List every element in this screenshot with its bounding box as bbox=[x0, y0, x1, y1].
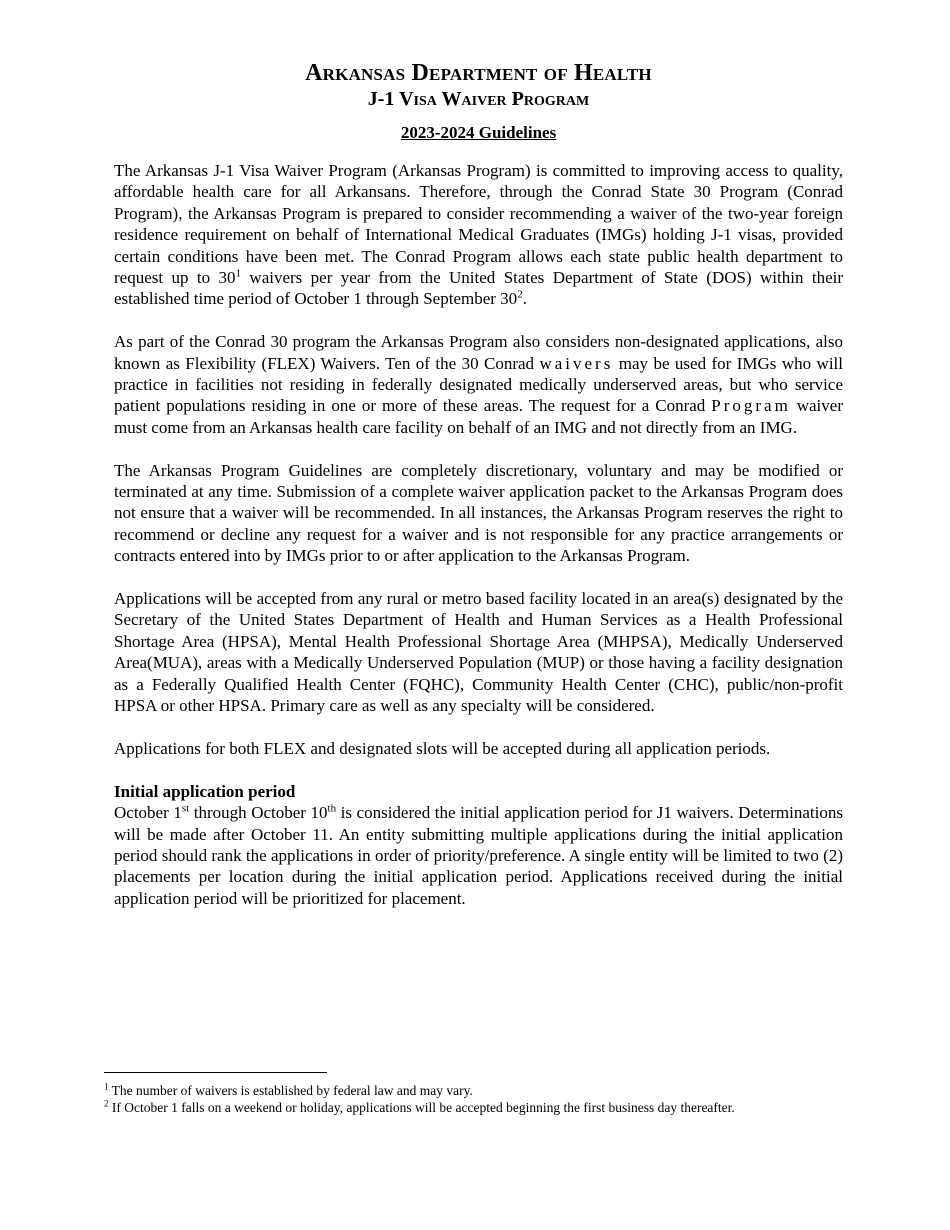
discretionary-paragraph: The Arkansas Program Guidelines are completely discretionary, voluntary and may be modified or terminated at any time. Submission of a complete waiver application packet to the Arkansas Program does not ensure that a waiver will be recommended. In all instances, the Arkansas Program reserves the right to recommend or decline any request for a waiver and is not responsible for any practice arrangements or contracts entered into by IMGs prior to or after application to the Arkansas Program. bbox=[114, 460, 843, 566]
flex-waivers-paragraph: As part of the Conrad 30 program the Arkansas Program also considers non-designated applications, also known as Flexibility (FLEX) Waivers. Ten of the 30 Conrad waivers may be used for IMGs who will practice in facilities not residing in federally designated medically underserved areas, but who service patient populations residing in one or more of these areas. The request for a Conrad Program waiver must come from an Arkansas health care facility on behalf of an IMG and not directly from an IMG. bbox=[114, 332, 843, 437]
document-page bbox=[114, 58, 843, 909]
footnote-divider bbox=[104, 1072, 327, 1073]
footnote-ref-1[interactable]: 1 bbox=[235, 267, 242, 280]
page-title: Arkansas Department of Health bbox=[305, 60, 652, 86]
slots-paragraph: Applications for both FLEX and designated slots will be accepted during all application periods. bbox=[114, 738, 771, 758]
footnote-ref-2[interactable]: 2 bbox=[517, 288, 523, 301]
initial-period-paragraph: October 1st through October 10th is considered the initial application period for J1 waivers. Determinations will be made after October 11. An entity submitting multiple applications during the initial application period should rank the applications in order of priority/preference. A single entity will be limited to two (2) placements per location during the initial application period. Applications received during the initial application period will be prioritized for placement. bbox=[114, 802, 843, 908]
footnote-1: $^1$ The number of waivers is established by federal law and may vary. bbox=[104, 1081, 473, 1098]
footnotes bbox=[104, 1082, 864, 1116]
section-heading-initial-period: Initial application period bbox=[114, 781, 296, 801]
guidelines-subtitle: 2023-2024 Guidelines bbox=[400, 123, 557, 142]
eligibility-paragraph: Applications will be accepted from any rural or metro based facility located in an area(s) designated by the Secretary of the United States Department of Health and Human Services as a Health Professional Shortage Area (HPSA), Mental Health Professional Shortage Area (MHPSA), Medically Underserved Area(MUA), areas with a Medically Underserved Population (MUP) or those having a facility designation as a Federally Qualified Health Center (FQHC), Community Health Center (CHC), public/non-profit HPSA or other HPSA. Primary care as well as any specialty will be considered. bbox=[114, 589, 843, 716]
footnote-2: $^2$ If October 1 falls on a weekend or holiday, applications will be accepted beginning the first business day thereafter. bbox=[104, 1098, 735, 1115]
program-title: J-1 Visa Waiver Program bbox=[367, 88, 590, 110]
intro-paragraph: The Arkansas J-1 Visa Waiver Program (Arkansas Program) is committed to improving access to quality, affordable health care for all Arkansans. Therefore, through the Conrad State 30 Program (Conrad Program), the Arkansas Program is prepared to consider recommending a waiver of the two-year foreign residence requirement on behalf of International Medical Graduates (IMGs) holding J-1 visas, provided certain conditions have been met. The Conrad Program allows each state public health department to request up to $30^1$ waivers per year from the United States Department of State (DOS) within their established time period of October 1 through September $30^2$. bbox=[114, 161, 843, 309]
